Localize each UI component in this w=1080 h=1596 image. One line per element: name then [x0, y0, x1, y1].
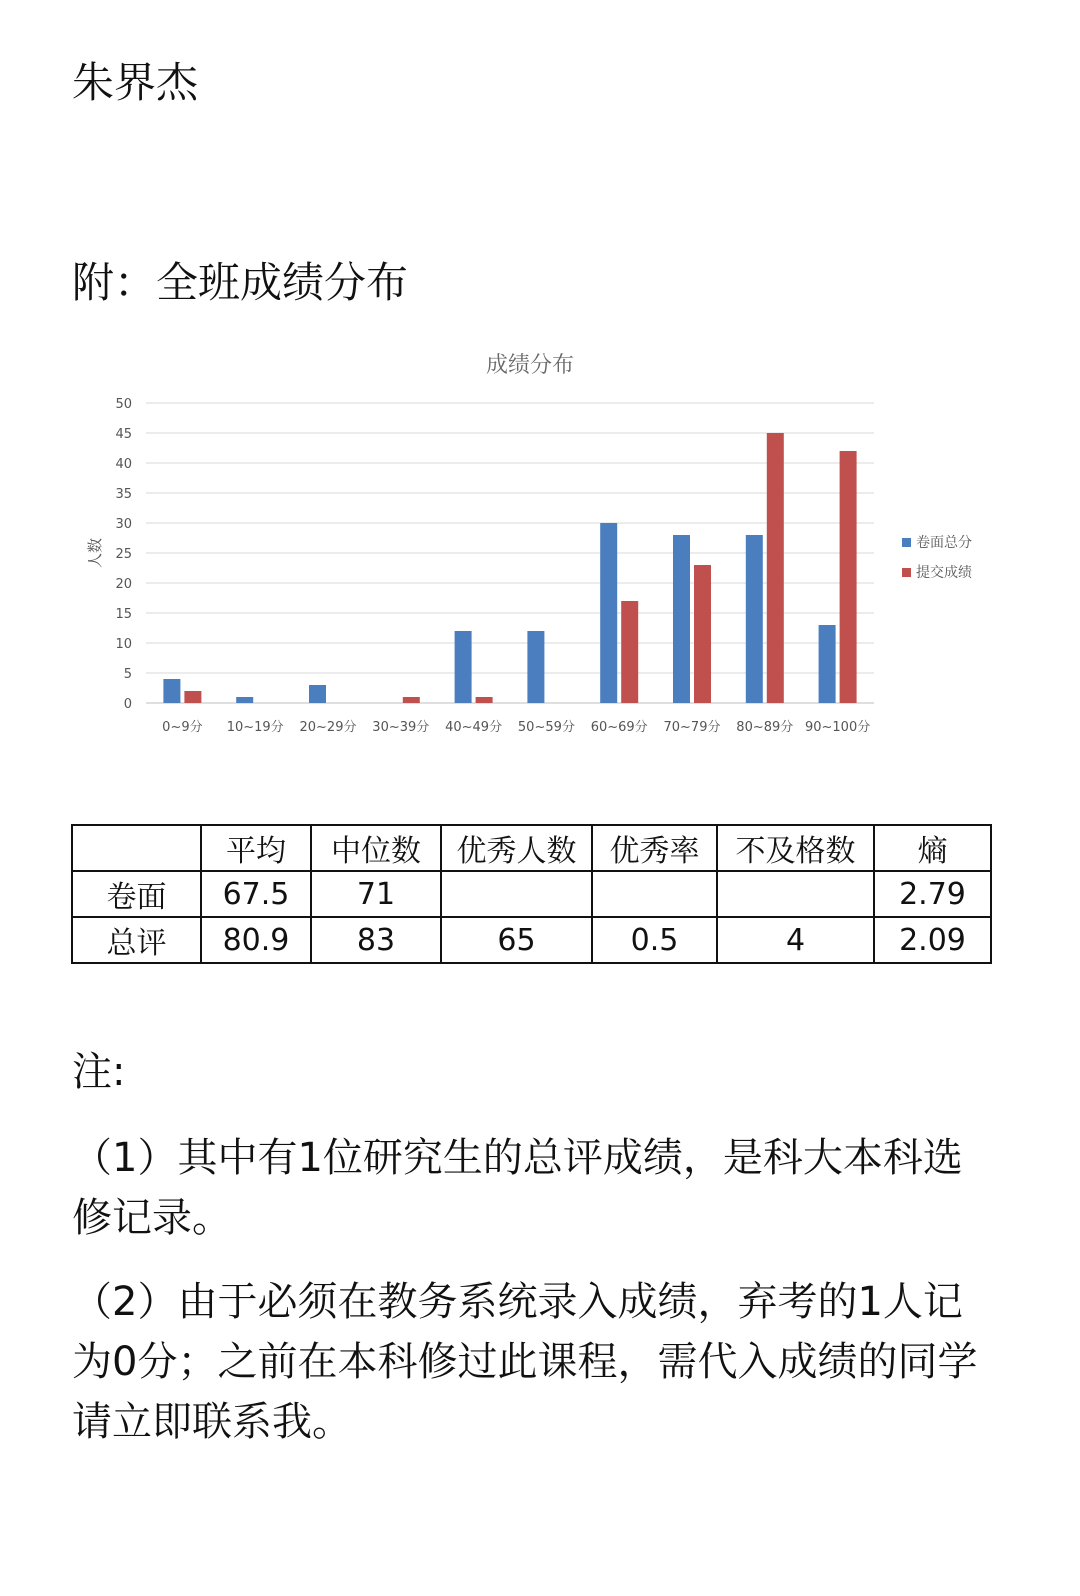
y-tick-label: 30: [115, 517, 132, 532]
table-header-cell: 不及格数: [717, 825, 874, 871]
x-tick-label: 90~100分: [804, 720, 871, 735]
legend-swatch: [902, 538, 911, 547]
table-cell: 67.5: [201, 871, 311, 917]
score-distribution-chart: [80, 340, 1000, 750]
table-row: [72, 871, 991, 917]
x-tick-label: 20~29分: [299, 720, 357, 735]
table-header-cell: 优秀人数: [441, 825, 592, 871]
legend-swatch: [902, 568, 911, 577]
chart-title: 成绩分布: [485, 353, 575, 378]
x-tick-label: 30~39分: [372, 720, 430, 735]
y-tick-label: 25: [115, 547, 132, 562]
bar: [476, 697, 493, 703]
table-header-cell: [72, 825, 201, 871]
bar: [694, 565, 711, 703]
section-heading: 附：全班成绩分布: [72, 258, 409, 307]
bar: [184, 691, 201, 703]
bar: [600, 523, 617, 703]
x-tick-label: 0~9分: [162, 720, 203, 735]
table-header-row: [72, 825, 991, 871]
table-cell: 71: [311, 871, 441, 917]
y-tick-label: 10: [115, 637, 132, 652]
x-tick-label: 50~59分: [517, 720, 575, 735]
bar: [840, 451, 857, 703]
x-tick-label: 60~69分: [590, 720, 648, 735]
table-cell: [592, 871, 717, 917]
table-cell: 2.09: [874, 917, 991, 963]
chart-svg: [80, 340, 1000, 750]
y-tick-label: 50: [115, 397, 132, 412]
table-header-cell: 优秀率: [592, 825, 717, 871]
bar: [673, 535, 690, 703]
table-cell: 80.9: [201, 917, 311, 963]
table-cell: [441, 871, 592, 917]
table-header-cell: 平均: [201, 825, 311, 871]
table-cell: 83: [311, 917, 441, 963]
bar: [767, 433, 784, 703]
x-tick-label: 70~79分: [663, 720, 721, 735]
x-tick-label: 10~19分: [226, 720, 284, 735]
table-cell: 0.5: [592, 917, 717, 963]
bar: [455, 631, 472, 703]
note-item: （1）其中有1位研究生的总评成绩，是科大本科选修记录。: [72, 1135, 963, 1241]
table-cell: [717, 871, 874, 917]
table-cell: 2.79: [874, 871, 991, 917]
table-row-label: 卷面: [72, 871, 201, 917]
y-tick-label: 35: [115, 487, 132, 502]
legend-label: 卷面总分: [916, 535, 972, 551]
stats-table: [71, 824, 992, 964]
table-cell: 65: [441, 917, 592, 963]
y-tick-label: 0: [123, 697, 132, 712]
y-axis-label: 人数: [86, 537, 104, 569]
bar: [746, 535, 763, 703]
x-tick-label: 40~49分: [445, 720, 503, 735]
table-header-cell: 熵: [874, 825, 991, 871]
table-cell: 4: [717, 917, 874, 963]
table-row: [72, 917, 991, 963]
y-tick-label: 45: [115, 427, 132, 442]
legend-label: 提交成绩: [916, 565, 972, 581]
y-tick-label: 20: [115, 577, 132, 592]
author-name: 朱界杰: [72, 58, 199, 107]
y-tick-label: 15: [115, 607, 132, 622]
bar: [236, 697, 253, 703]
bar: [621, 601, 638, 703]
table-header-cell: 中位数: [311, 825, 441, 871]
bar: [527, 631, 544, 703]
bar: [309, 685, 326, 703]
x-tick-label: 80~89分: [736, 720, 794, 735]
table-row-label: 总评: [72, 917, 201, 963]
bar: [819, 625, 836, 703]
note-item: （2）由于必须在教务系统录入成绩，弃考的1人记为0分；之前在本科修过此课程，需代入成绩的同学请立即联系我。: [72, 1279, 978, 1445]
bar: [403, 697, 420, 703]
notes-title: 注:: [72, 1049, 126, 1095]
bar: [163, 679, 180, 703]
y-tick-label: 5: [123, 667, 132, 682]
y-tick-label: 40: [115, 457, 132, 472]
